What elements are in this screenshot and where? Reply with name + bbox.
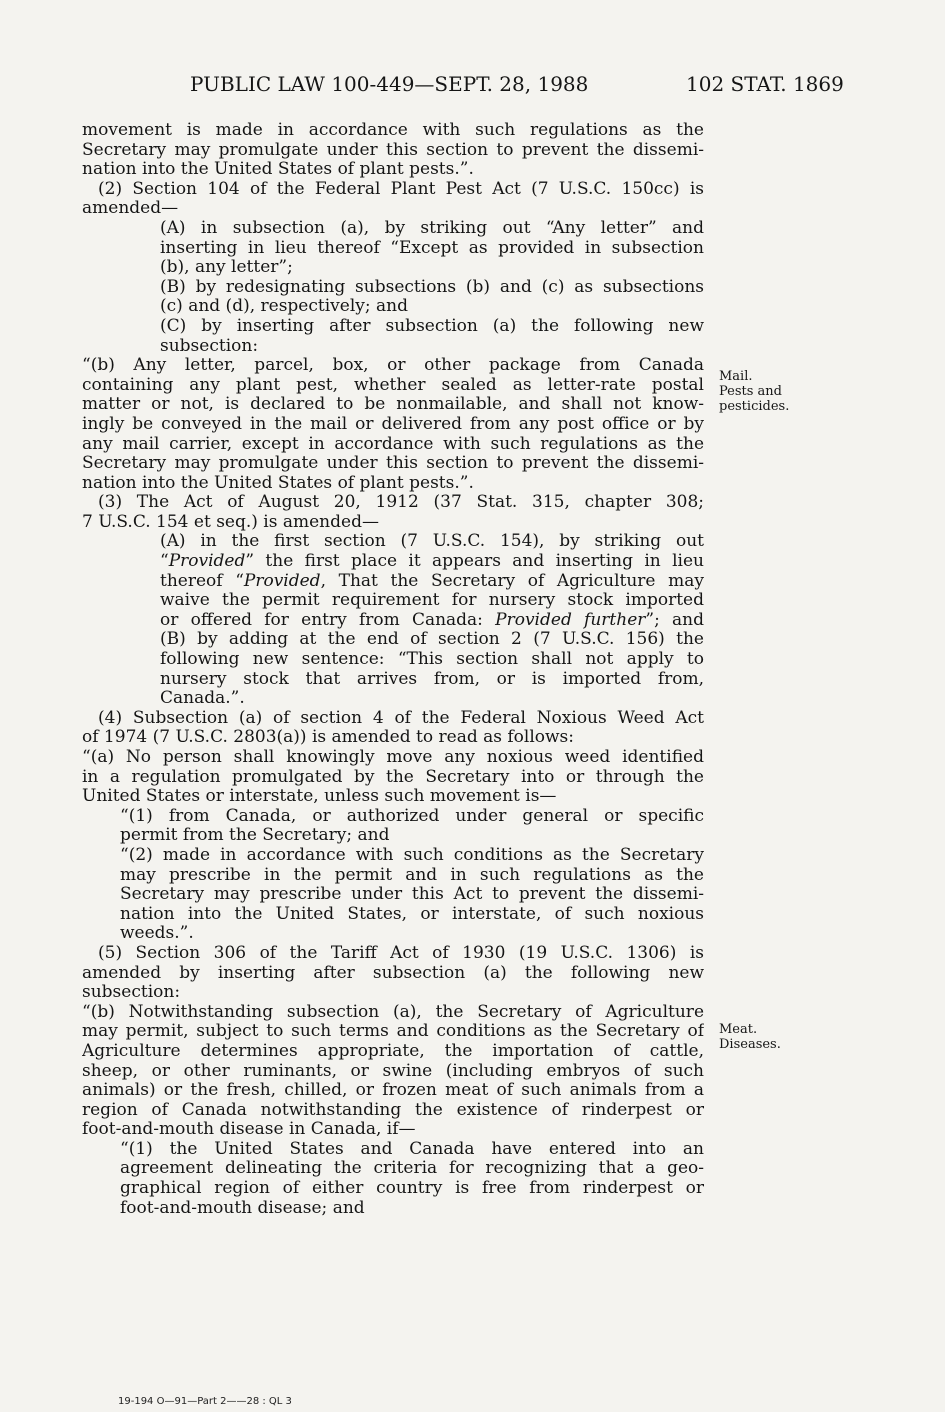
text-line: inserting in lieu thereof “Except as provided in subsection bbox=[160, 238, 704, 258]
text-line: (A) in the first section (7 U.S.C. 154), by striking out bbox=[160, 532, 704, 552]
text-run: thereof “ bbox=[160, 571, 244, 591]
text-line: graphical region of either country is free from rinderpest or bbox=[120, 1179, 704, 1199]
text-line: sheep, or other ruminants, or swine (including embryos of such bbox=[82, 1061, 704, 1081]
text-line: subsection: bbox=[160, 335, 259, 356]
text-line: United States or interstate, unless such movement is— bbox=[82, 786, 557, 807]
text-run: or offered for entry from Canada: bbox=[160, 610, 496, 630]
print-footer-code: 19-194 O—91—Part 2——28 : QL 3 bbox=[118, 1396, 292, 1407]
text-line: (C) by inserting after subsection (a) the following new bbox=[160, 316, 704, 336]
text-line: (b), any letter”; bbox=[160, 257, 293, 278]
margin-note-line: Mail. bbox=[719, 369, 753, 384]
text-line: “(1) from Canada, or authorized under general or specific bbox=[120, 806, 704, 826]
body-text bbox=[82, 121, 704, 1218]
text-line: nursery stock that arrives from, or is imported from, bbox=[160, 669, 704, 689]
text-line: Canada.”. bbox=[160, 688, 245, 709]
text-line: “(b) Any letter, parcel, box, or other package from Canada bbox=[82, 356, 704, 376]
text-line: (4) Subsection (a) of section 4 of the Federal Noxious Weed Act bbox=[98, 708, 704, 728]
running-header-title: PUBLIC LAW 100-449—SEPT. 28, 1988 bbox=[190, 72, 589, 96]
text-line: “(b) Notwithstanding subsection (a), the Secretary of Agriculture bbox=[82, 1002, 704, 1022]
text-line: matter or not, is declared to be nonmailable, and shall not know- bbox=[82, 395, 704, 415]
text-line: foot-and-mouth disease in Canada, if— bbox=[82, 1119, 416, 1140]
text-line: animals) or the fresh, chilled, or frozen meat of such animals from a bbox=[82, 1081, 704, 1101]
text-line: region of Canada notwithstanding the existence of rinderpest or bbox=[82, 1100, 704, 1120]
running-header-stat-page: 102 STAT. 1869 bbox=[686, 72, 844, 96]
text-line: amended by inserting after subsection (a) the following new bbox=[82, 963, 704, 983]
text-line: following new sentence: “This section shall not apply to bbox=[160, 650, 704, 670]
text-line: containing any plant pest, whether sealed as letter-rate postal bbox=[82, 375, 704, 395]
text-line: foot-and-mouth disease; and bbox=[120, 1197, 365, 1218]
text-line: may permit, subject to such terms and conditions as the Secretary of bbox=[82, 1022, 704, 1042]
text-line: nation into the United States of plant pests.”. bbox=[82, 472, 474, 493]
text-line: movement is made in accordance with such regulations as the bbox=[82, 121, 704, 140]
text-run: , That the Secretary of Agriculture may bbox=[320, 571, 704, 591]
text-line: (2) Section 104 of the Federal Plant Pest Act (7 U.S.C. 150cc) is bbox=[98, 179, 704, 199]
text-run: ” the first place it appears and inserting in lieu bbox=[245, 552, 704, 572]
margin-note-line: Pests and bbox=[719, 384, 783, 399]
text-line: (3) The Act of August 20, 1912 (37 Stat. 315, chapter 308; bbox=[98, 493, 704, 513]
text-line: (5) Section 306 of the Tariff Act of 1930 (19 U.S.C. 1306) is bbox=[98, 943, 704, 963]
text-line: amended— bbox=[82, 198, 179, 219]
text-run: “ bbox=[160, 552, 169, 572]
text-line: Secretary may promulgate under this section to prevent the dissemi- bbox=[82, 454, 704, 474]
text-line: Secretary may promulgate under this section to prevent the dissemi- bbox=[82, 140, 704, 160]
italic-term: Provided bbox=[168, 552, 246, 572]
margin-note-line: Meat. bbox=[719, 1022, 758, 1037]
margin-note-mail bbox=[719, 369, 789, 414]
text-line: (A) in subsection (a), by striking out “Any letter” and bbox=[160, 218, 704, 238]
text-line: may prescribe in the permit and in such regulations as the bbox=[120, 865, 704, 885]
text-line: any mail carrier, except in accordance with such regulations as the bbox=[82, 434, 704, 454]
italic-term: Provided bbox=[243, 571, 321, 591]
margin-note-meat bbox=[719, 1022, 781, 1052]
text-line bbox=[82, 552, 704, 572]
text-line: waive the permit requirement for nursery stock imported bbox=[160, 591, 704, 611]
text-line: nation into the United States, or interstate, of such noxious bbox=[120, 904, 704, 924]
text-line: in a regulation promulgated by the Secretary into or through the bbox=[82, 767, 704, 787]
text-line: 7 U.S.C. 154 et seq.) is amended— bbox=[82, 511, 379, 532]
margin-note-line: Diseases. bbox=[719, 1037, 781, 1052]
text-line: weeds.”. bbox=[120, 923, 194, 944]
text-line: “(a) No person shall knowingly move any noxious weed identified bbox=[82, 748, 704, 767]
text-line: (B) by redesignating subsections (b) and (c) as subsections bbox=[160, 277, 704, 297]
text-run: ”; and bbox=[645, 610, 704, 630]
text-line bbox=[82, 572, 704, 592]
italic-term: Provided further bbox=[495, 610, 646, 630]
text-line: Secretary may prescribe under this Act to prevent the dissemi- bbox=[120, 885, 704, 905]
text-line: permit from the Secretary; and bbox=[120, 825, 390, 846]
text-line: Agriculture determines appropriate, the importation of cattle, bbox=[82, 1041, 704, 1061]
text-line: agreement delineating the criteria for recognizing that a geo- bbox=[120, 1159, 704, 1179]
margin-note-line: pesticides. bbox=[719, 399, 790, 414]
text-line: nation into the United States of plant pests.”. bbox=[82, 159, 474, 180]
text-line: “(2) made in accordance with such conditions as the Secretary bbox=[120, 845, 704, 865]
text-line: subsection: bbox=[82, 982, 181, 1003]
text-line: “(1) the United States and Canada have entered into an bbox=[120, 1139, 704, 1159]
text-line: (B) by adding at the end of section 2 (7 U.S.C. 156) the bbox=[160, 630, 704, 650]
text-line: of 1974 (7 U.S.C. 2803(a)) is amended to read as follows: bbox=[82, 727, 575, 748]
text-line bbox=[82, 611, 704, 631]
text-line: (c) and (d), respectively; and bbox=[160, 296, 408, 317]
text-line: ingly be conveyed in the mail or delivered from any post office or by bbox=[82, 414, 704, 434]
